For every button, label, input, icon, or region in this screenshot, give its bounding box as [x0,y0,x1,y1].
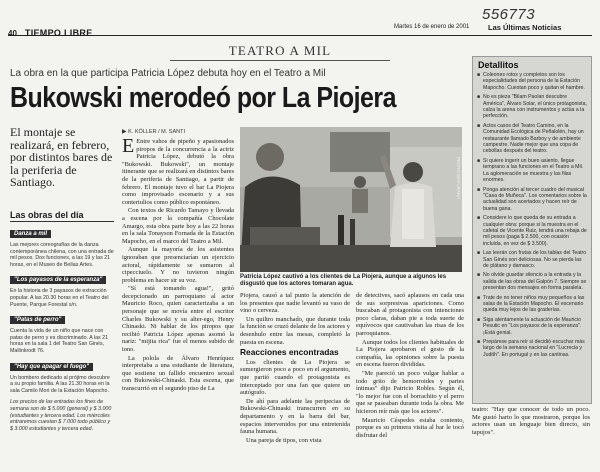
article-paragraph-text: Entre vahos de pipeño y apasionados piropos de la concurrencia a la actriz Patricia López, debutó la obra "Bukowski. Bukowski", un montaje itinerante que se realizará en distintos bares de la periferia de Santiago, a partir de febrero. El montaje tuvo el bar La Piojera como improvisado escenario y a sus contertulios como público espontáneo. [122,138,234,206]
article-paragraph: de detectives, sacó aplausos en cada una de sus sorpresivas apariciones. Como buscaban al protagonista con intenciones poco claras, daban pie a toda suerte de equívocos que cautivaban las risas de los parroquianos. [356,292,464,337]
section-name: TIEMPO LIBRE [24,28,93,38]
subhead-reacciones: Reacciones encontradas [240,347,339,358]
sidebar-prices-note: Los precios de las entradas los fines de semana son de $ 5.000 (general) y $ 3.000 (estudiantes y tercera edad. Los miércoles entraremos cuestan $ 7.000 todo público y $ 3.000 estudiantes y tercera edad. [10,399,112,432]
byline-text: K. KÖLLER / M. SANTI [128,129,186,135]
detallitos-item: ■ Coleones rotos y completos son los especialidades del persona de la Estación Mapocho. Cuestan poco y quitan el hambre. [477,72,587,91]
archive-stamp-number: 556773 [482,6,536,23]
sidebar-entry [10,268,114,308]
detallitos-item: ■ No olvide guardar silencio a la entrada y la salida de las obras del Galpón 7. Siempre se presentan dos mensajes en forma paralela. [477,272,587,291]
sidebar-entry [10,355,114,395]
headline: Bukowski merodeó por La Piojera [10,82,396,114]
sidebar-entry [10,222,114,268]
sidebar-entry-heading: "Los payasos de la esperanza" [10,276,106,284]
sidebar-entry-text: Un bombero dedicado al prójimo descubre a su propio familia. A las 21.30 horas en la sala Camilo Mori de la Estación Mapocho. [10,374,110,394]
detallitos-list [473,72,591,358]
detallitos-item: ■ Si quiere ingerir un buen asiento, llegue temprano a las funciones en el Teatro a Mil. La aglomeración se muestra y las filas enormes. [477,158,587,184]
date-line: Martes 16 de enero de 2001 [394,24,470,30]
article-paragraph: Mauricio Céspedes estaba contento, porque es su primera visita al bar le tocó disfrutar del [356,416,464,439]
sidebar-entry-heading: Danza a mil [10,230,51,238]
article-paragraph: Piojera, causó a tal punto la atención de los presentes que nadie levantó su vaso de vino o cerveza. [240,292,350,315]
sidebar-entry-heading: "Patas de perro" [10,316,65,324]
detallitos-title: Detallitos [478,60,519,70]
paper-name: Las Últimas Noticias [488,23,562,32]
article-paragraph: "Sí está tomando agua!", gritó decepcionado un parroquiano al actor Mauricio Roco, quien caracterizaba a un personaje que se movía entre el escritor Charles Bukowski y su alter-ego, Henry Chinaski. Ni hablar de los piropos que recibió Patricia López apenas asomó la nariz: "mijita rica" fue el menos subido de tono. [122,285,234,354]
photo-scene [240,127,462,272]
sidebar-entry-heading: "Hay que apagar el fuego" [10,363,93,371]
lead-paragraph: El montaje se realizará, en febrero, por distintos bares de la periferia de Santiago. [10,125,113,189]
article-paragraph: Aunque todos los clientes habituales de La Piojera aprobaron el gesto de la compañía, las opiniones sobre la puesta en escena fueron divididas. [356,338,464,369]
detallitos-box [472,56,592,404]
detallitos-item: ■ Considere lo que queda de su entrada a cualquier obra: porque si la muestra en el cafetal de Vicente Ruiz, tendrá una rebaja de mil pesos (paga $ 2.500, con ocasión incluida, en vez de $ 3.500). [477,215,587,247]
article-column-1 [122,138,234,468]
article-paragraph: Un quiltro manchado, que durante toda la función se cruzó delante de los actores y desenhulo entre las mesas, completó la puesta en escena. [240,315,350,346]
article-column-2 [240,292,350,468]
article-paragraph: De ahí para adelante las peripecias de Bukowski-Chinaski transcurren en su departamento y en la barra del bar, espacios intervenidos por una entretenida fauna humana. [240,397,350,436]
subheadline: La obra en la que participa Patricia López debuta hoy en el Teatro a Mil [10,68,326,79]
drop-cap: E [122,138,135,157]
detallitos-item: ■ Las leerán con frutas de los tablas del Teatro San Ginés son deliciosas. No se pierda las de plátano y damasco. [477,250,587,269]
article-paragraph [122,138,234,206]
article-paragraph: Aunque la mayoría de los asistentes ignoraban que presenciarían un ejercicio actoral, rápidamente se sumaron al cipecciuelo. Y no tuvieron ningún problema en hacer sir su voz. [122,246,234,284]
byline-mark-icon: ▶ [122,129,127,135]
article-column-4 [472,406,590,468]
article-paragraph: Con textos de Ricardo Tamayo y llevada a escena por la compañía Chocolate Amargo, esta obra parte hoy a las 22 horas en la sala Tonayson Fornada de la Estación Mapocho, en el marco del Teatro a Mil. [122,207,234,245]
sidebar-entry-text: Las mejores coreografías de la danza contemporánea chilena, con una entrada de mil pesos. Dos funciones, a las 19 y las 21 horas, en el Museo de Bellas Artes. [10,242,114,268]
detallitos-item: ■ Prepárese para reír si decidió escuchar más largo de la semana nacional en "Lucrecia y Judith". En portugal y en las cantinas. [477,339,587,358]
photo-caption: Patricia López cautivó a los clientes de La Piojera, aunque a algunos les disgustó que los actores tomaran agua. [240,274,447,288]
byline [122,128,185,135]
article-column-3 [356,292,464,468]
detallitos-item: ■ Siga atentamente la actuación de Mauricio Pesutic en "Los payasos de la esperanza". ¡Está genial. [477,317,587,336]
detallitos-item: ■ Actos casos del Teatro Camino, en la Comunidad Ecológica de Peñalolén, hay un restaurante llamado Barboy y de ambiente campestre. Nadie mejor que una copa de cebollas después del teatro. [477,123,587,155]
article-paragraph: Los clientes de La Piojera se sumergieron poco a poco en el argumento, que partió cuando el protagonista es interceptado por una fan que quiere un autógrafo. [240,358,350,397]
article-paragraph: teatro: "Hay que conocer de todo un poco. Me gustó harto lo que mostraron, porque los actores usan un lenguaje bien directo, sin tapujos". [472,406,590,436]
photo-credit: PEDRO MATURANA [456,157,461,200]
article-paragraph: La polola de Álvaro Henríquez interpretaba a una estudiante de literatura, que sostiene un fallido encuentro sexual con Bukowski-Chinaski. Esta escena, que transcurrió en el segundo piso de La [122,354,234,392]
detallitos-item: ■ Trate de no tener niños muy pequeños a las salas de la Estación Mapocho. El escenario queda muy lejos de las graderías. [477,295,587,314]
sidebar-obras-del-dia [10,210,114,432]
kicker-teatro-a-mil: TEATRO A MIL [170,43,390,61]
detallitos-item: ■ Ponga atención al tercer cuadro del musical "Casa de Muñeca". Los comentarios sobre la actualidad son acertados y hacen reír de buena gana. [477,187,587,213]
detallitos-item: ■ No es pieza "Bilam Paolan descubre América", Álvaro Solar, el único protagonista, calza la arena con instrumentos y actúa a la perfección. [477,94,587,120]
sidebar-entry-text: En la historia de 3 payasos de extracción popular. A las 20.30 horas en el Teatro del Puente, Parque Forestal s/n. [10,288,109,308]
article-photo [240,127,462,272]
page-number: 40 [8,29,17,38]
sidebar-entry-text: Cuenta la vida de un niño que nace con patas de perro y es discriminado. A las 21 horas en la sala 1 del Teatro San Ginés, Mallinkrodt 76. [10,328,109,354]
sidebar-entry [10,308,114,354]
article-paragraph: Una pareja de tipos, con vista [246,436,322,444]
article-paragraph: "Me pareció un poco vulgar hablar a todo grito de hemorroides y partes íntimas" dijo Patricio Robles. Según él, "lo mejor fue con el borrachito y el perro que se paseaban durante toda la obra. Me hicieron reír más que los actores". [356,369,464,415]
page-header [8,23,592,36]
sidebar-title: Las obras del día [10,210,114,222]
